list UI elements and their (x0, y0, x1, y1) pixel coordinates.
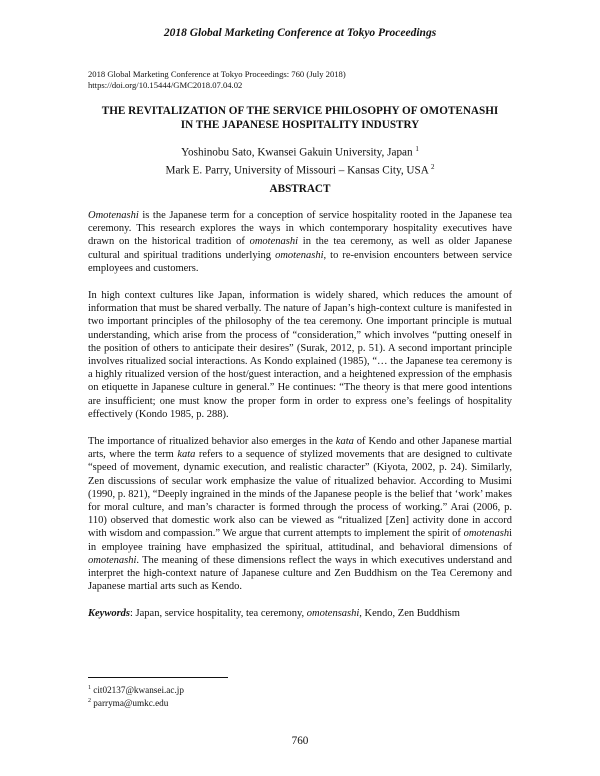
footnote-divider (88, 677, 228, 678)
text-run: , to re-envision encounters between service employees and customers. (88, 249, 512, 274)
footnotes (88, 683, 184, 710)
citation-block (88, 69, 346, 91)
text-run: , Kendo, Zen Buddhism (359, 608, 460, 620)
text-run: refers to a sequence of stylized movements that are designed to cultivate “speed of movement, dynamic execution, and realistic character” (Kiyota, 2002, p. 24). Similarly, Zen discussions of secular work emphasize the value of ritualized behavior. According to Musimi (1990, p. 821), “Deeply ingrained in the minds of the Japanese people is the belief that ‘work’ makes for moral culture, and man’s character is formed through the process of working.” Arai (2006, p. 110) observed that domestic work also can be viewed as “ritualized [Zen] activity done in accord with wisdom and compassion.” We argue that current attempts to implement the spirit of (88, 449, 512, 540)
author-1-text: Yoshinobu Sato, Kwansei Gakuin University, Japan (181, 146, 413, 159)
term-omotenashi: omotenashi (249, 236, 299, 248)
text-run: . The meaning of these dimensions reflect the ways in which executives understand and interpret the high-context nature of Japanese culture and Zen Buddhism on the Tea Ceremony and Japanese martial arts such as Kendo. (88, 554, 512, 593)
text-run: is the Japanese term for a conception of service hospitality rooted in the Japanese tea ceremony. This research explores the ways in which contemporary hospitality executives have drawn on the historical tradition of (88, 210, 512, 248)
keywords-line (88, 607, 512, 620)
author-1-sup: 1 (415, 145, 419, 153)
author-list (80, 142, 520, 177)
author-2-text: Mark E. Parry, University of Missouri – Kansas City, USA (165, 164, 429, 177)
author-2 (80, 160, 520, 178)
footnote-1-sup: 1 (88, 685, 91, 691)
footnote-1 (88, 683, 184, 696)
doi-line: https://doi.org/10.15444/GMC2018.07.04.02 (88, 80, 243, 90)
title-line-1: THE REVITALIZATION OF THE SERVICE PHILOSOPHY OF OMOTENASHI (101, 105, 499, 117)
author-1 (80, 142, 520, 160)
footnote-2-sup: 2 (88, 698, 91, 705)
abstract-body (88, 209, 512, 635)
term-omotenashi: omotenashi (88, 554, 137, 566)
abstract-heading: ABSTRACT (269, 183, 331, 195)
term-omotenash: omotenash (463, 528, 510, 540)
paper-title (80, 104, 520, 132)
text-run: The importance of ritualized behavior also emerges in the (88, 436, 336, 448)
term-kata: kata (335, 436, 354, 448)
footnote-1-email: cit02137@kwansei.ac.jp (91, 685, 184, 696)
keyword-italic: omotensashi (306, 608, 360, 620)
paragraph-1 (88, 209, 512, 275)
text-run: i in employee training have emphasized the spiritual, attitudinal, and behavioral dimensions of (88, 528, 512, 553)
author-2-sup: 2 (430, 162, 435, 171)
running-head: 2018 Global Marketing Conference at Tokyo Proceedings (163, 27, 437, 39)
footnote-2 (88, 696, 184, 709)
keywords-label: Keywords (88, 608, 130, 620)
text-run: of Kendo and other Japanese martial arts, where the term (88, 436, 512, 461)
term-omotenashi: omotenashi (275, 249, 324, 261)
paragraph-3 (88, 435, 512, 593)
text-run: in the tea ceremony, as well as older Japanese cultural and spiritual traditions underlying (88, 236, 512, 261)
paragraph-2: In high context cultures like Japan, information is widely shared, which reduces the amount of information that must be shared verbally. The nature of Japan’s high-context culture is manifested in two important principles of the philosophy of the tea ceremony. One important principle is mutual understanding, which arise from the process of “consideration,” which involves “putting oneself in the position of others to anticipate their desires” (Surak, 2012, p. 51). A second important principle involves ritualized social interactions. As Kondo explained (1985), “… the Japanese tea ceremony is a highly ritualized version of the host/guest interaction, and a heightened expression of the emphasis on etiquette in Japanese culture in general.” He continues: “The theory is that mere good intentions are insufficient; one must know the proper form in order to express one’s feelings of hospitality effectively (Kondo 1985, p. 288). (88, 290, 512, 420)
footnote-2-email: parryma@umkc.edu (91, 698, 169, 709)
page-number: 760 (291, 735, 309, 747)
title-line-2: IN THE JAPANESE HOSPITALITY INDUSTRY (180, 119, 420, 131)
term-omotenashi: Omotenashi (88, 210, 139, 221)
text-run: : Japan, service hospitality, tea ceremony, (130, 608, 307, 620)
citation-line: 2018 Global Marketing Conference at Tokyo Proceedings: 760 (July 2018) (88, 69, 346, 79)
term-kata: kata (177, 449, 196, 461)
